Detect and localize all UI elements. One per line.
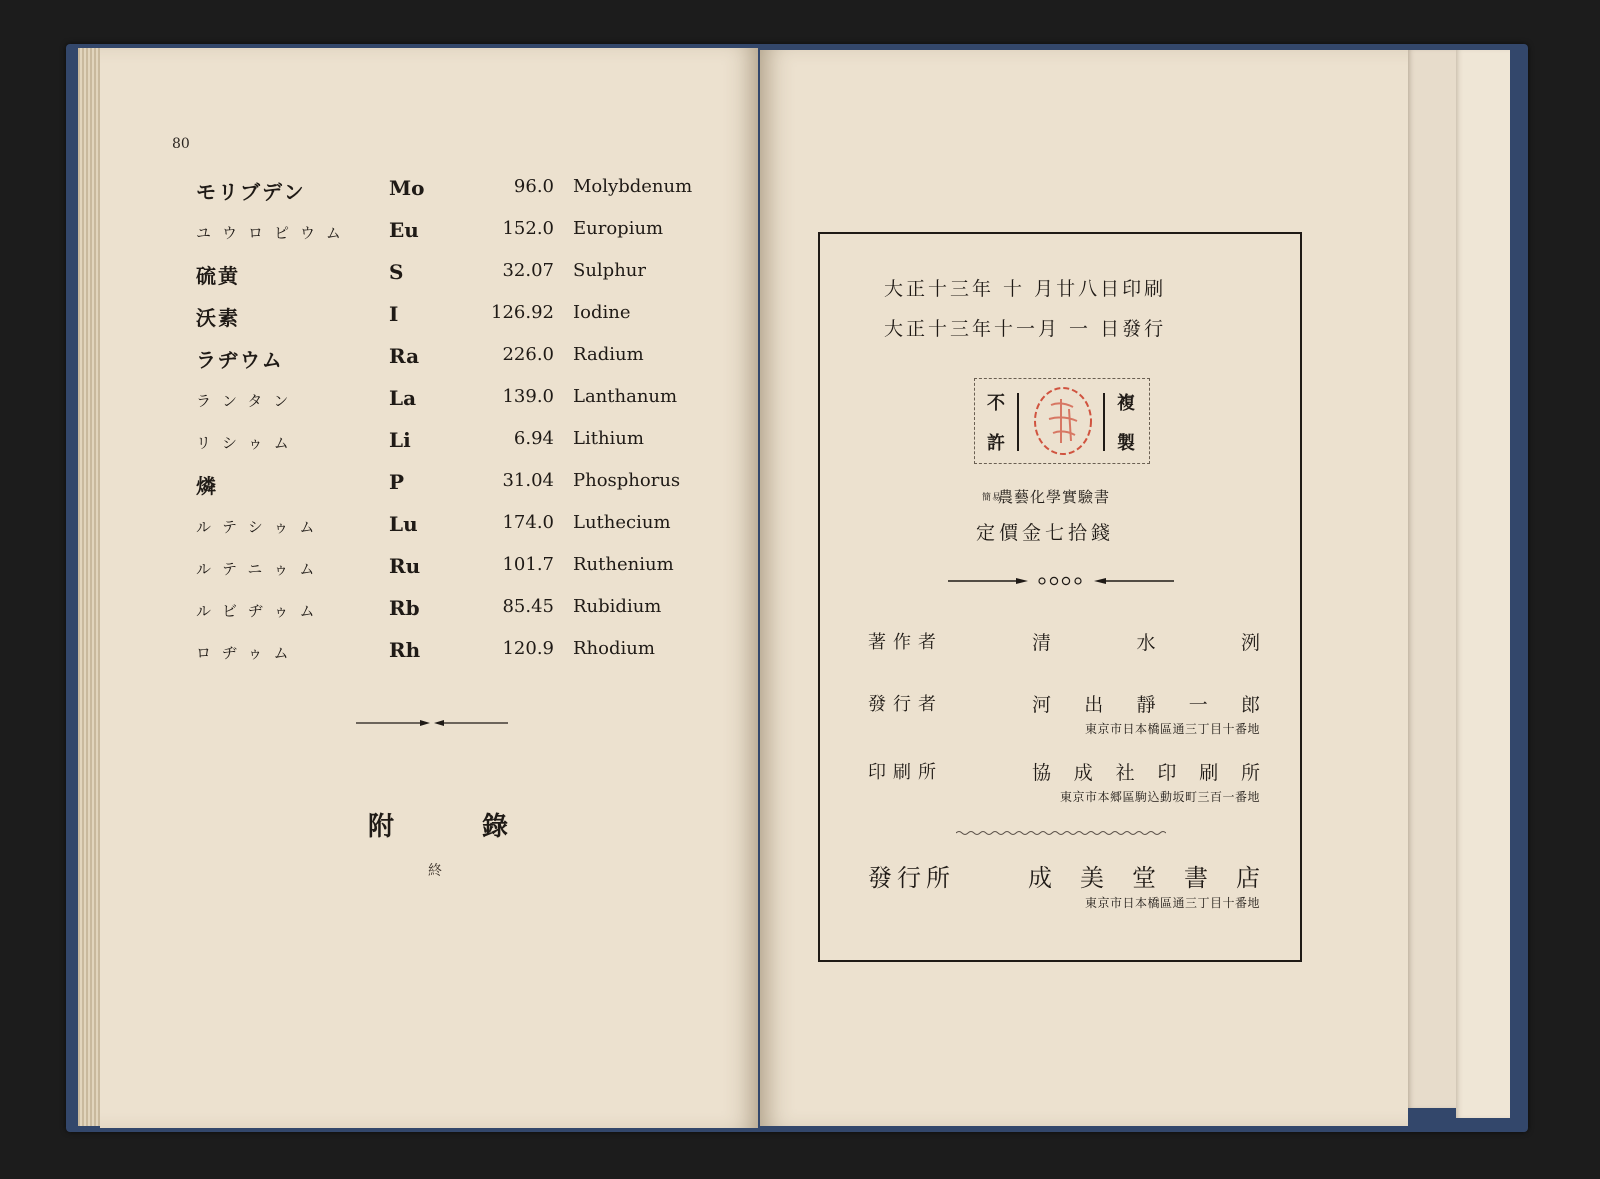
element-symbol: Li bbox=[389, 428, 411, 452]
element-english-name: Rhodium bbox=[573, 638, 655, 659]
element-symbol: Lu bbox=[389, 512, 418, 536]
name-char: 清 bbox=[1032, 632, 1052, 654]
colophon-box bbox=[818, 232, 1302, 962]
element-symbol: Rh bbox=[389, 638, 421, 662]
element-row bbox=[196, 344, 736, 386]
stamp-char: 許 bbox=[987, 433, 1005, 454]
name-char: 河 bbox=[1032, 694, 1052, 716]
element-english-name: Luthecium bbox=[573, 512, 671, 533]
page-number: 80 bbox=[172, 136, 190, 152]
appendix-heading bbox=[368, 806, 508, 843]
right-page bbox=[760, 50, 1408, 1126]
name-char: 店 bbox=[1236, 864, 1260, 892]
name-char: 書 bbox=[1184, 864, 1208, 892]
name-char: 成 bbox=[1028, 864, 1052, 892]
element-english-name: Sulphur bbox=[573, 260, 646, 281]
atomic-weight: 6.94 bbox=[513, 428, 554, 449]
name-char: 刷 bbox=[1199, 762, 1219, 784]
author-line bbox=[868, 628, 1260, 688]
element-japanese-name: 硫黄 bbox=[196, 264, 240, 288]
element-english-name: Iodine bbox=[573, 302, 631, 323]
element-row bbox=[196, 218, 736, 260]
element-japanese-name: ルテシゥム bbox=[196, 518, 326, 536]
printer-line bbox=[868, 758, 1260, 818]
inserted-leaf bbox=[1456, 50, 1510, 1118]
element-japanese-name: ユウロピウム bbox=[196, 224, 352, 242]
element-japanese-name: ラヂウム bbox=[196, 348, 284, 372]
element-japanese-name: 燐 bbox=[196, 474, 218, 498]
publishing-house-line bbox=[868, 858, 1260, 918]
author-label: 著作者 bbox=[868, 632, 943, 653]
element-row bbox=[196, 512, 736, 554]
stamp-char: 製 bbox=[1117, 433, 1135, 454]
element-row bbox=[196, 386, 736, 428]
name-char: 郎 bbox=[1240, 694, 1260, 716]
printer-label: 印刷所 bbox=[868, 762, 943, 783]
element-row bbox=[196, 302, 736, 344]
name-char: 協 bbox=[1032, 762, 1052, 784]
element-symbol: La bbox=[389, 386, 417, 410]
atomic-weight: 101.7 bbox=[502, 554, 554, 575]
name-char: 靜 bbox=[1136, 694, 1156, 716]
element-row bbox=[196, 176, 736, 218]
printer-name bbox=[1032, 758, 1260, 785]
element-japanese-name: ランタン bbox=[196, 392, 300, 410]
atomic-weight: 226.0 bbox=[502, 344, 554, 365]
element-symbol: Ru bbox=[389, 554, 421, 578]
printer-address: 東京市本郷區駒込動坂町三百一番地 bbox=[1059, 790, 1260, 804]
element-symbol: Mo bbox=[389, 176, 425, 200]
publishing-house-address: 東京市日本橋區通三丁目十番地 bbox=[1084, 896, 1260, 910]
publishing-house-name bbox=[1028, 858, 1260, 893]
stamp-char: 複 bbox=[1117, 393, 1135, 414]
name-char: 水 bbox=[1136, 632, 1156, 654]
name-char: 社 bbox=[1115, 762, 1135, 784]
publishing-house-label: 發行所 bbox=[868, 864, 955, 892]
publisher-name bbox=[1032, 690, 1260, 717]
stamp-char: 不 bbox=[987, 393, 1005, 414]
left-page bbox=[100, 48, 758, 1128]
name-char: 印 bbox=[1157, 762, 1177, 784]
element-row bbox=[196, 260, 736, 302]
element-english-name: Ruthenium bbox=[573, 554, 674, 575]
atomic-weight: 152.0 bbox=[502, 218, 554, 239]
name-char: 堂 bbox=[1132, 864, 1156, 892]
name-char: 美 bbox=[1080, 864, 1104, 892]
name-char: 洌 bbox=[1240, 632, 1260, 654]
element-english-name: Europium bbox=[573, 218, 664, 239]
element-symbol: Ra bbox=[389, 344, 420, 368]
appendix-char-1: 附 bbox=[368, 812, 395, 842]
author-name bbox=[1032, 628, 1260, 655]
element-row bbox=[196, 428, 736, 470]
ornamental-rule bbox=[948, 576, 1174, 586]
ornamental-rule bbox=[356, 718, 508, 728]
element-symbol: S bbox=[389, 260, 404, 284]
element-symbol: I bbox=[389, 302, 399, 326]
appendix-char-2: 錄 bbox=[481, 812, 508, 842]
atomic-weight: 32.07 bbox=[502, 260, 554, 281]
element-japanese-name: ロヂゥム bbox=[196, 644, 300, 662]
element-japanese-name: リシゥム bbox=[196, 434, 300, 452]
book-title bbox=[982, 486, 1110, 507]
element-row bbox=[196, 554, 736, 596]
atomic-weight: 139.0 bbox=[502, 386, 554, 407]
element-english-name: Lanthanum bbox=[573, 386, 678, 407]
element-table bbox=[196, 176, 736, 680]
publisher-address: 東京市日本橋區通三丁目十番地 bbox=[1084, 722, 1260, 736]
element-english-name: Radium bbox=[573, 344, 644, 365]
element-japanese-name: モリブデン bbox=[196, 180, 306, 204]
name-char: 成 bbox=[1073, 762, 1093, 784]
publisher-line bbox=[868, 690, 1260, 750]
atomic-weight: 120.9 bbox=[502, 638, 554, 659]
publisher-label: 發行者 bbox=[868, 694, 943, 715]
element-symbol: Eu bbox=[389, 218, 419, 242]
element-japanese-name: ルビヂゥム bbox=[196, 602, 326, 620]
atomic-weight: 85.45 bbox=[502, 596, 554, 617]
atomic-weight: 31.04 bbox=[502, 470, 554, 491]
element-symbol: Rb bbox=[389, 596, 420, 620]
stamp-divider bbox=[1103, 393, 1105, 451]
book-title-prefix: 簡易 bbox=[982, 492, 1003, 503]
name-char: 一 bbox=[1188, 694, 1208, 716]
atomic-weight: 174.0 bbox=[502, 512, 554, 533]
element-english-name: Phosphorus bbox=[573, 470, 681, 491]
copyright-stamp bbox=[974, 378, 1150, 464]
issued-date: 大正十三年十一月 一 日發行 bbox=[884, 318, 1167, 340]
inserted-leaf bbox=[1408, 50, 1456, 1108]
stamp-divider bbox=[1017, 393, 1019, 451]
author-seal-icon bbox=[1031, 385, 1095, 457]
element-japanese-name: ルテニゥム bbox=[196, 560, 326, 578]
element-row bbox=[196, 638, 736, 680]
element-row bbox=[196, 470, 736, 512]
element-english-name: Lithium bbox=[573, 428, 644, 449]
atomic-weight: 126.92 bbox=[491, 302, 554, 323]
appendix-end-mark: 終 bbox=[428, 863, 442, 879]
atomic-weight: 96.0 bbox=[513, 176, 554, 197]
wavy-divider bbox=[956, 830, 1166, 836]
name-char: 出 bbox=[1084, 694, 1104, 716]
name-char: 所 bbox=[1240, 762, 1260, 784]
element-japanese-name: 沃素 bbox=[196, 306, 240, 330]
element-symbol: P bbox=[389, 470, 405, 494]
element-row bbox=[196, 596, 736, 638]
element-english-name: Molybdenum bbox=[573, 176, 693, 197]
price: 定價金七拾錢 bbox=[976, 522, 1115, 544]
element-english-name: Rubidium bbox=[573, 596, 662, 617]
printed-date: 大正十三年 十 月廿八日印刷 bbox=[884, 278, 1167, 300]
book-title-main: 農藝化學實驗書 bbox=[998, 488, 1111, 506]
